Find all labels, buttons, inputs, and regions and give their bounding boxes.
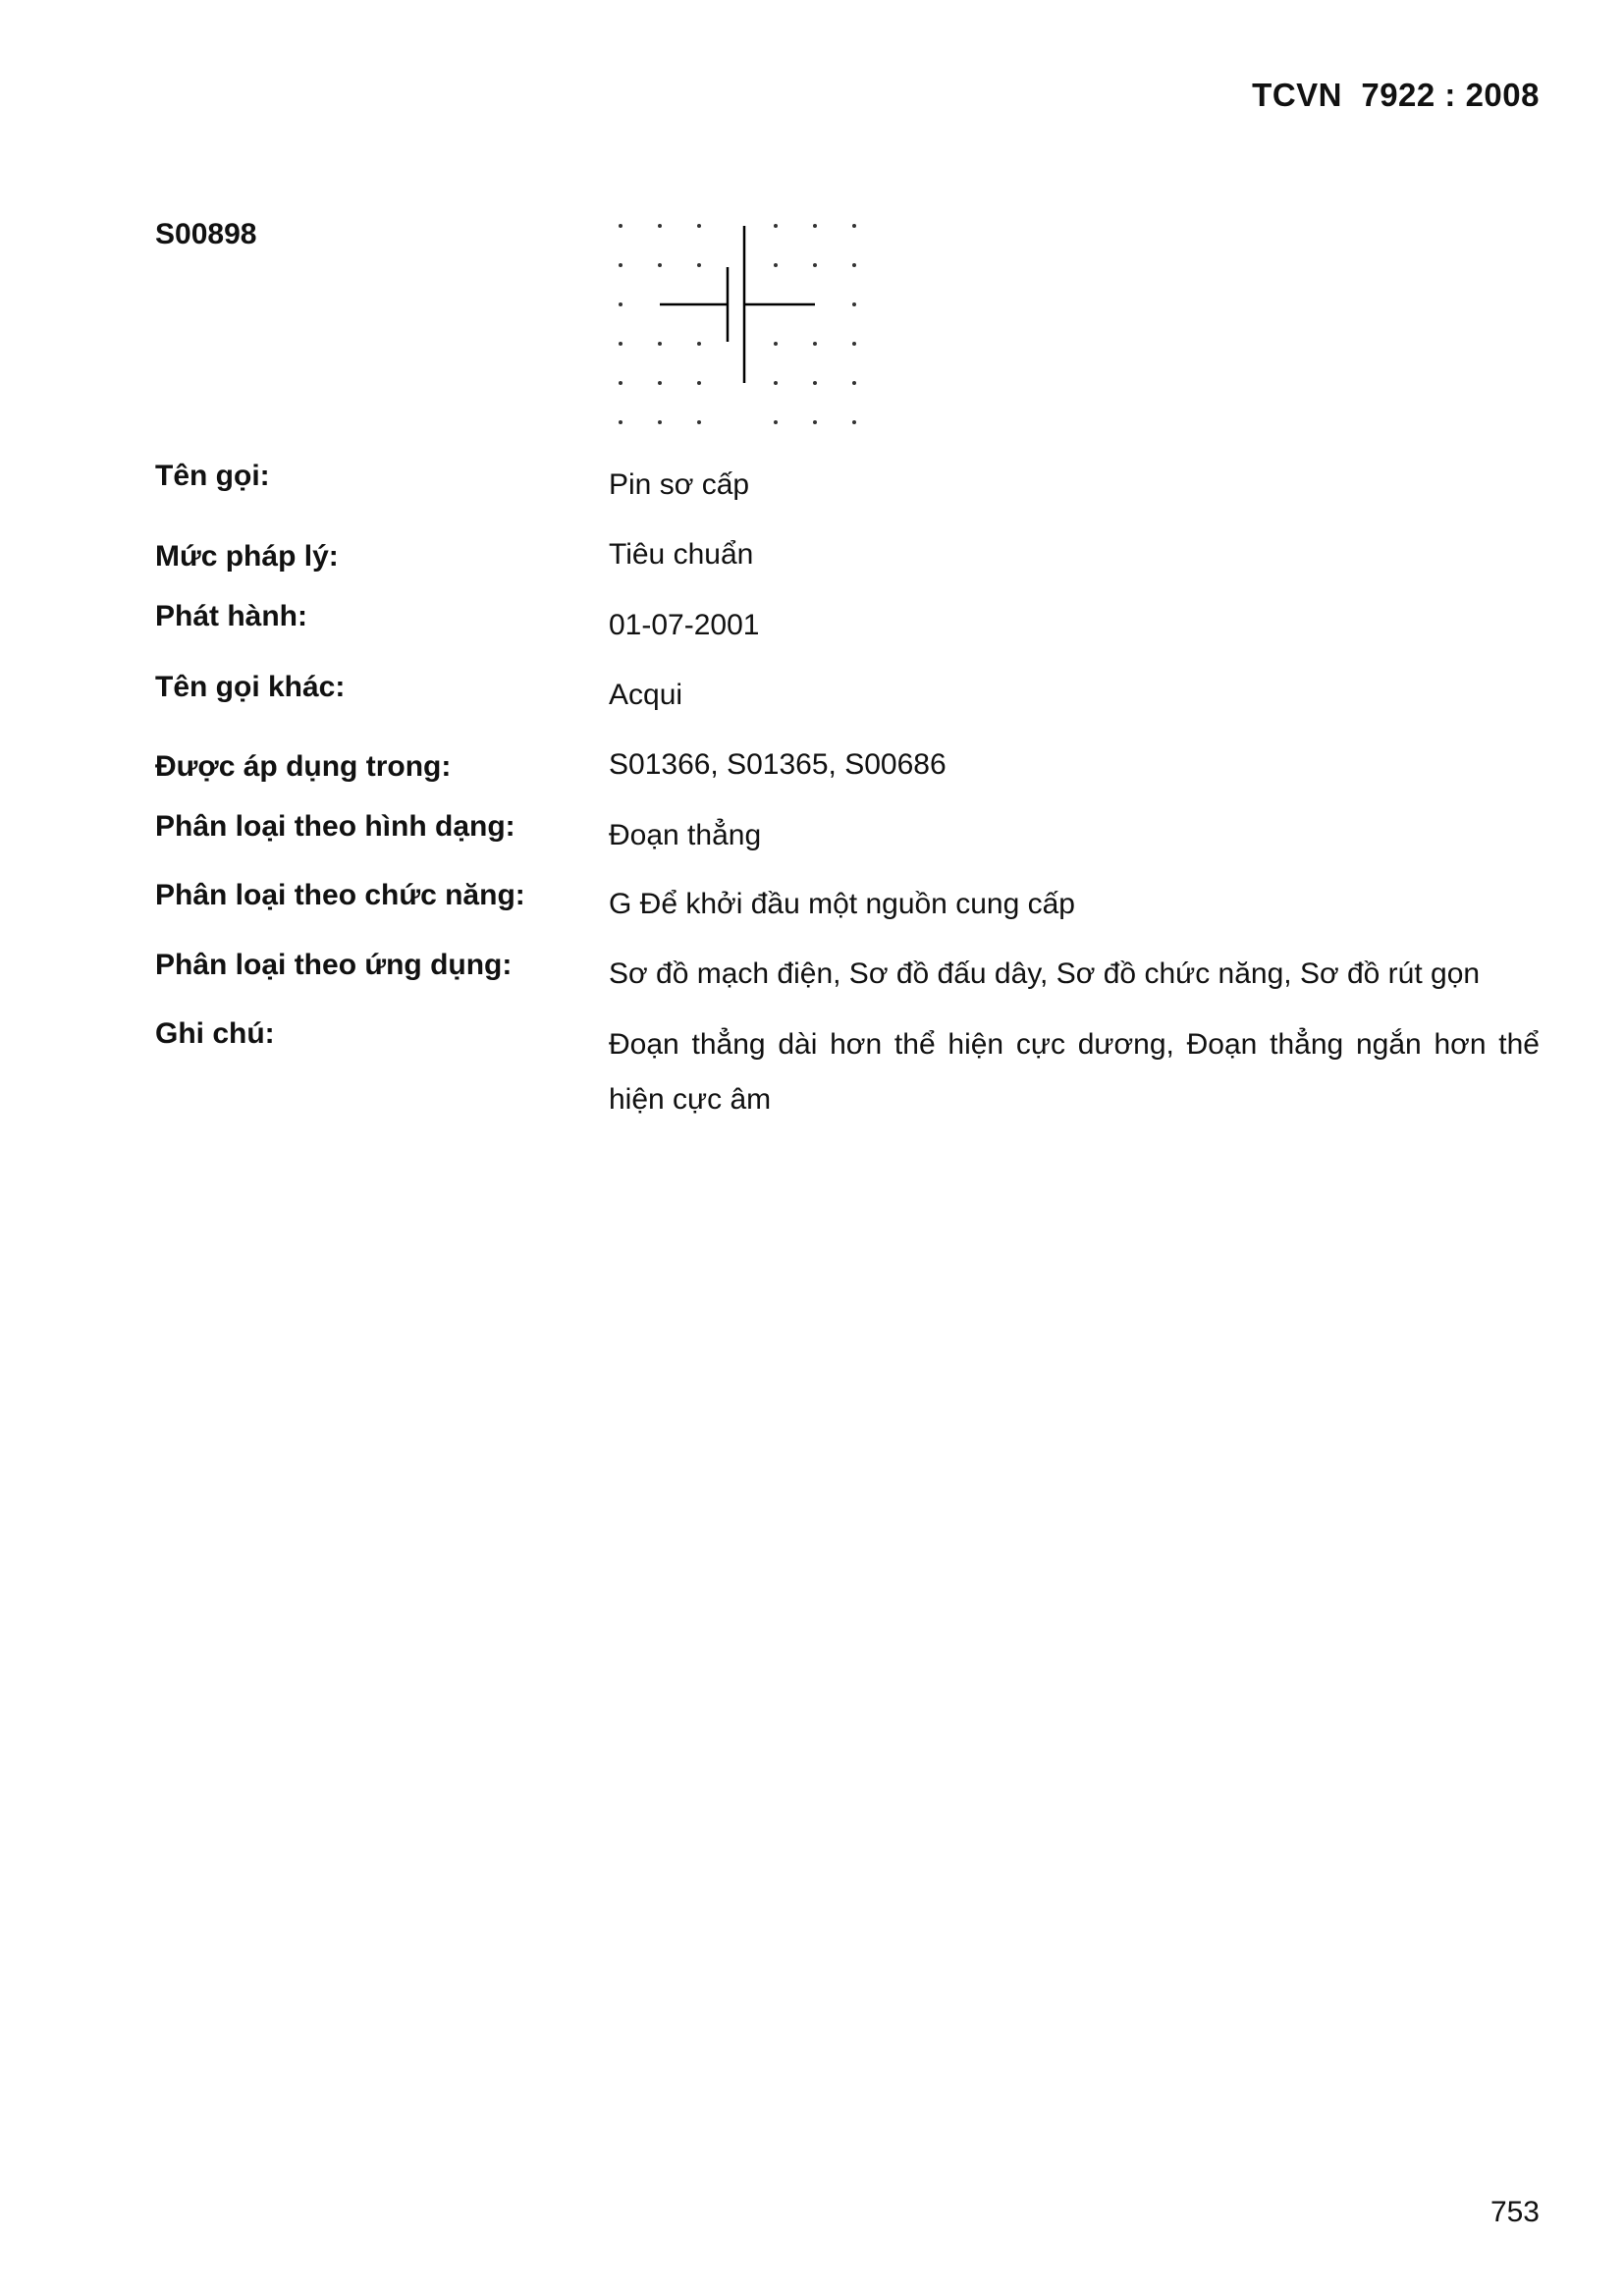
field-label-shape-class: Phân loại theo hình dạng: <box>155 810 515 843</box>
symbol-id: S00898 <box>155 218 257 250</box>
field-value-function-class: G Để khởi đầu một nguồn cung cấp <box>609 888 1075 920</box>
field-value-legal-level: Tiêu chuẩn <box>609 538 754 571</box>
standard-code: TCVN 7922 : 2008 <box>1252 77 1540 113</box>
field-label-applied-in: Được áp dụng trong: <box>155 750 452 783</box>
field-label-name: Tên gọi: <box>155 460 270 492</box>
field-value-alias: Acqui <box>609 679 683 711</box>
field-label-function-class: Phân loại theo chức năng: <box>155 879 525 911</box>
field-value-name: Pin sơ cấp <box>609 468 750 501</box>
field-value-release-date: 01-07-2001 <box>609 609 760 641</box>
page-number: 753 <box>1489 2196 1540 2228</box>
field-label-application-class: Phân loại theo ứng dụng: <box>155 949 513 981</box>
field-label-note: Ghi chú: <box>155 1017 275 1050</box>
battery-symbol-icon <box>603 212 868 432</box>
field-label-release-date: Phát hành: <box>155 600 307 632</box>
field-value-shape-class: Đoạn thẳng <box>609 819 762 851</box>
field-label-alias: Tên gọi khác: <box>155 671 346 703</box>
field-value-application-class: Sơ đồ mạch điện, Sơ đồ đấu dây, Sơ đồ chức năng, Sơ đồ rút gọn <box>609 957 1481 990</box>
field-value-applied-in: S01366, S01365, S00686 <box>609 748 947 781</box>
field-label-legal-level: Mức pháp lý: <box>155 540 339 573</box>
field-value-note: Đoạn thẳng dài hơn thể hiện cực dương, Đoạn thẳng ngắn hơn thể hiện cực âm <box>609 1028 1540 1116</box>
